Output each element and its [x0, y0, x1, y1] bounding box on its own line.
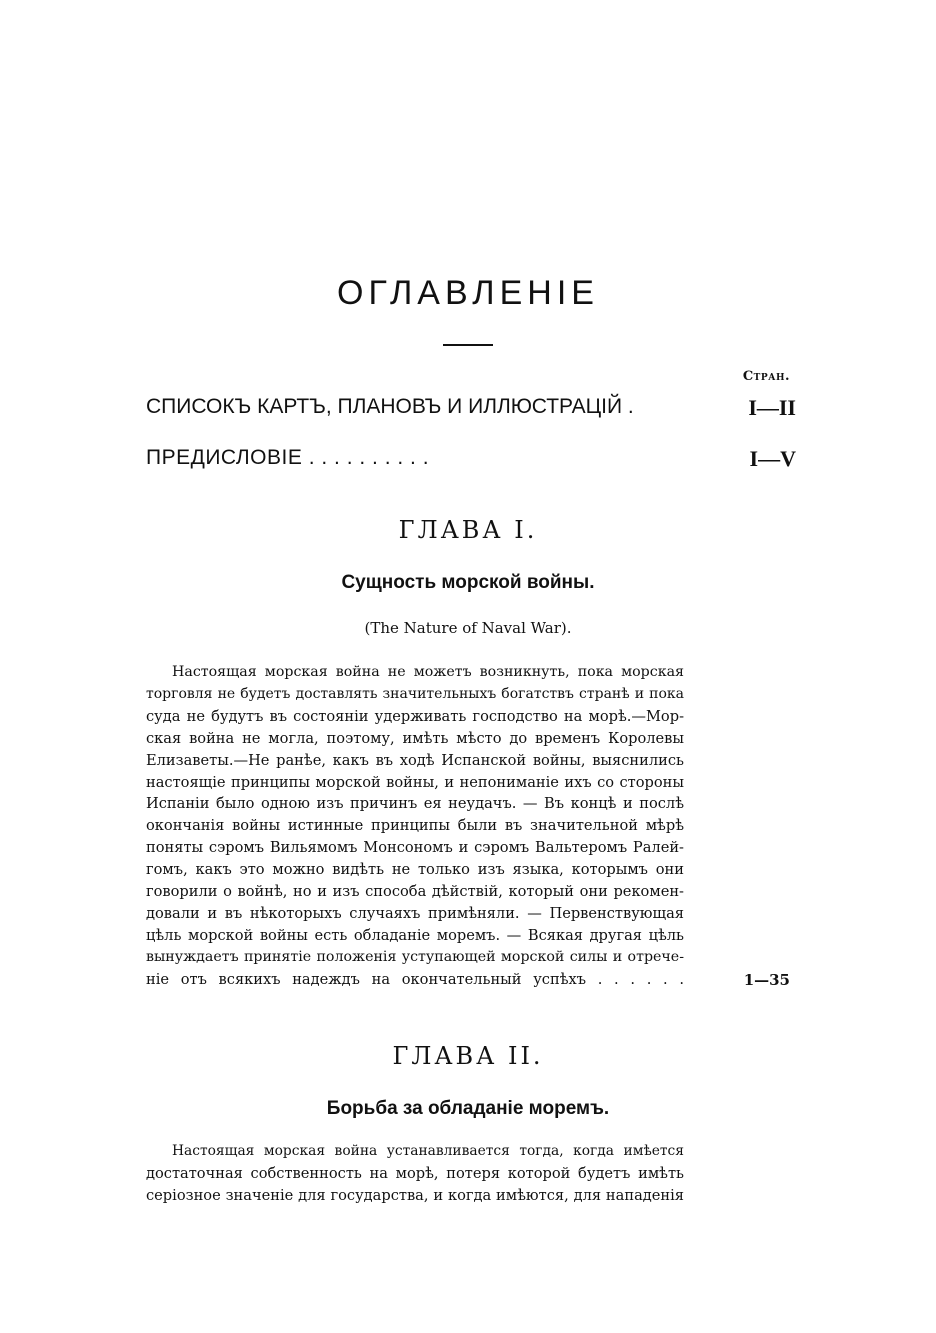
toc-entry-label: ПРЕДИСЛОВІЕ . . . . . . . . . .	[146, 446, 430, 469]
summary-line: вынуждаетъ принятіе положенія уступающей морской силы и отрече-	[146, 948, 684, 965]
page-title: ОГЛАВЛЕНІЕ	[337, 274, 599, 312]
pages-column-header: Стран.	[742, 369, 790, 384]
summary-line: Настоящая морская война устанавливается тогда, когда имѣется	[172, 1143, 684, 1159]
summary-line: ская война не могла, поэтому, имѣть мѣсто до временъ Королевы	[146, 729, 684, 747]
chapter-1-subtitle: Сущность морской войны.	[341, 572, 595, 593]
summary-line: достаточная собственность на морѣ, потеря которой будетъ имѣть	[146, 1164, 684, 1182]
summary-line: говорили о войнѣ, но и изъ способа дѣйствій, который они рекомен-	[146, 883, 684, 901]
summary-line: Елизаветы.—Не ранѣе, какъ въ ходѣ Испанской войны, выяснились	[146, 751, 684, 769]
summary-line: цѣль морской войны есть обладаніе моремъ. — Всякая другая цѣль	[146, 926, 684, 944]
chapter-1-title: ГЛАВА I.	[398, 516, 538, 544]
chapter-2-title: ГЛАВА II.	[392, 1042, 544, 1070]
toc-entry-pages: I—II	[748, 395, 796, 420]
summary-line: поняты сэромъ Вильямомъ Монсономъ и сэромъ Вальтеромъ Ралей-	[146, 839, 684, 857]
toc-entry-label: СПИСОКЪ КАРТЪ, ПЛАНОВЪ И ИЛЛЮСТРАЦІЙ .	[146, 395, 634, 418]
title-rule	[443, 344, 493, 346]
toc-entry-pages: I—V	[749, 446, 796, 471]
chapter-2-summary	[146, 1141, 684, 1207]
summary-line: серіозное значеніе для государства, и когда имѣются, для нападенія	[146, 1186, 684, 1204]
chapter-1-pages: 1—35	[743, 971, 790, 989]
summary-line: Настоящая морская война не можетъ возникнуть, пока морская	[172, 664, 684, 680]
summary-line: ніе отъ всякихъ надеждъ на окончательный успѣхъ . . . . . .	[146, 970, 684, 988]
summary-line: суда не будутъ въ состояніи удерживать господство на морѣ.—Мор-	[146, 707, 684, 725]
summary-line: окончанія войны истинные принципы были въ значительной мѣрѣ	[146, 817, 684, 835]
summary-line: гомъ, какъ это можно видѣть не только изъ языка, которымъ они	[146, 861, 684, 879]
chapter-1-summary	[146, 662, 684, 991]
summary-line: довали и въ нѣкоторыхъ случаяхъ примѣняли. — Первенствующая	[146, 904, 684, 922]
chapter-1-english-title: (The Nature of Naval War).	[364, 619, 572, 637]
summary-line: Испаніи было одною изъ причинъ ея неудачъ. — Въ концѣ и послѣ	[146, 795, 684, 813]
summary-line: настоящіе принципы морской войны, и непониманіе ихъ со стороны	[146, 773, 684, 791]
chapter-2-subtitle: Борьба за обладаніе моремъ.	[326, 1098, 610, 1119]
summary-line: торговля не будетъ доставлять значительныхъ богатствъ странѣ и пока	[146, 685, 684, 702]
